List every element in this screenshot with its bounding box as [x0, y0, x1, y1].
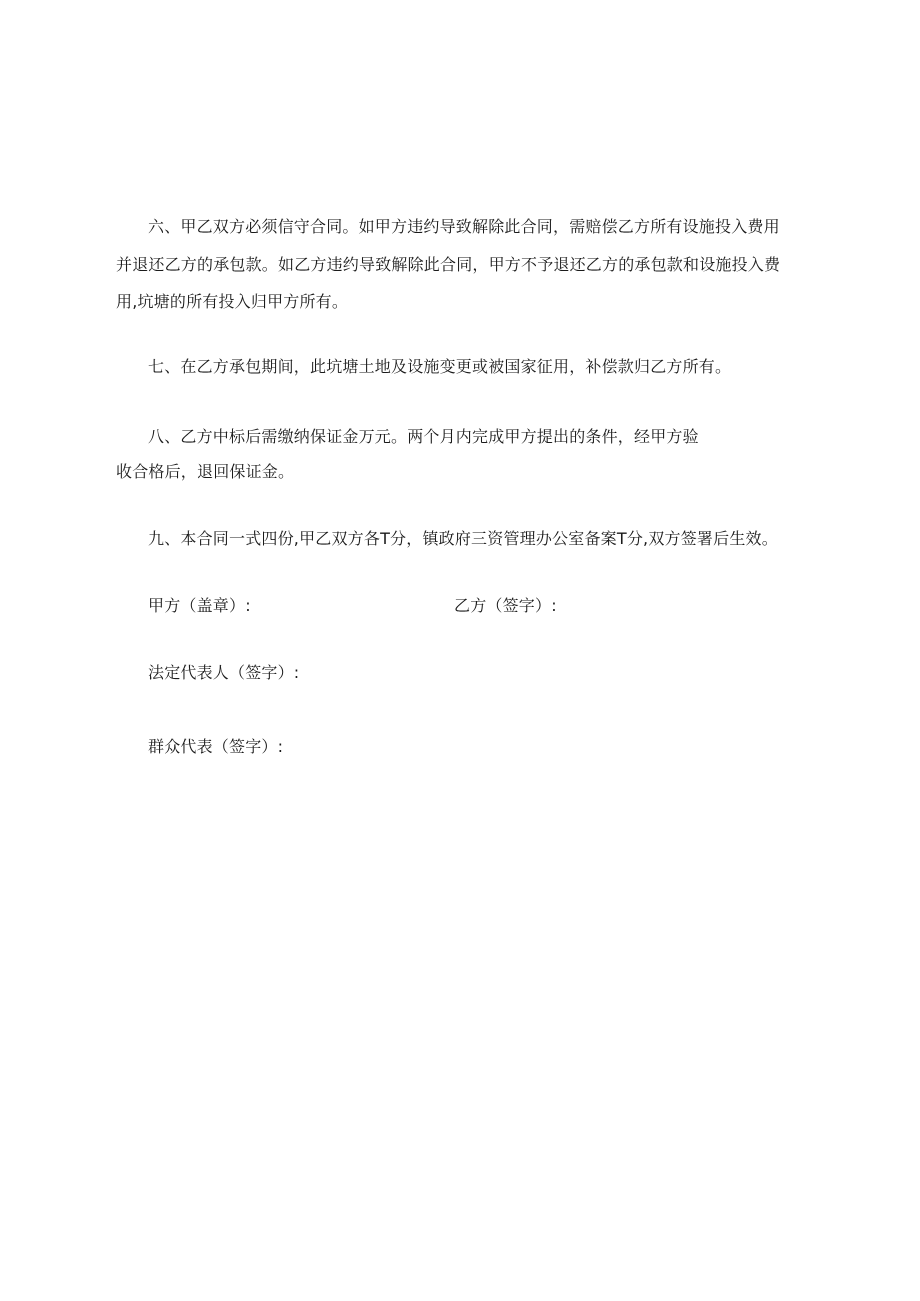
clause-6-line-2: 并退还乙方的承包款。如乙方违约导致解除此合同，甲方不予退还乙方的承包款和设施投入费: [116, 255, 781, 274]
clause-8-line-2: 收合格后，退回保证金。: [116, 462, 295, 481]
party-a-signature-label: 甲方（盖章）:: [148, 596, 251, 615]
clause-6-line-3: 用,坑塘的所有投入归甲方所有。: [116, 292, 349, 311]
public-rep-signature-label: 群众代表（签字）:: [148, 737, 284, 756]
clause-8-line-1: 八、乙方中标后需缴纳保证金万元。两个月内完成甲方提出的条件，经甲方验: [148, 427, 699, 446]
clause-9-line-1: 九、本合同一式四份,甲乙双方各T分，镇政府三资管理办公室备案T分,双方签署后生效。: [148, 529, 778, 548]
clause-7-line-1: 七、在乙方承包期间，此坑塘土地及设施变更或被国家征用，补偿款归乙方所有。: [148, 357, 732, 376]
party-b-signature-label: 乙方（签字）:: [454, 596, 557, 615]
legal-rep-signature-label: 法定代表人（签字）:: [148, 663, 300, 682]
clause-6-line-1: 六、甲乙双方必须信守合同。如甲方违约导致解除此合同，需赔偿乙方所有设施投入费用: [148, 217, 780, 236]
